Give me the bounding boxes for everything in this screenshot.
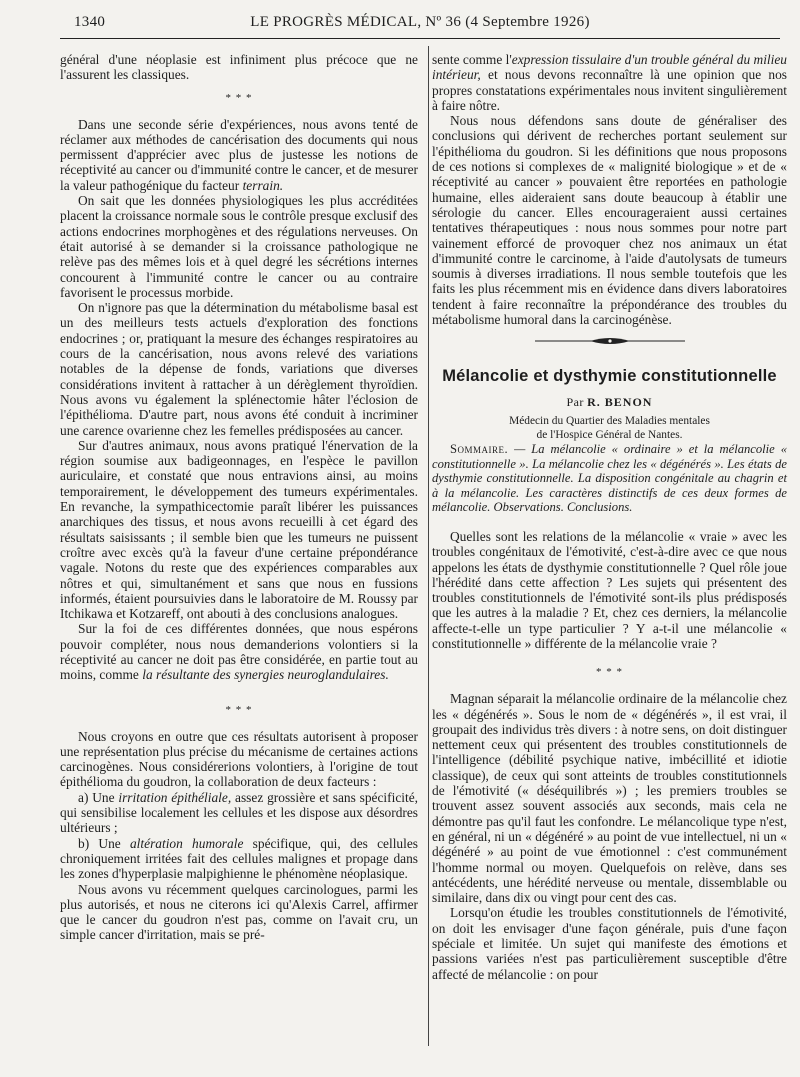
header-rule xyxy=(60,38,780,39)
paragraph xyxy=(60,621,418,682)
page-number: 1340 xyxy=(74,14,106,30)
item-marker: a) Une xyxy=(78,789,115,805)
running-header xyxy=(60,8,780,34)
ornament-divider xyxy=(432,327,787,361)
section-separator xyxy=(60,683,418,729)
paragraph xyxy=(432,52,787,113)
paragraph: On n'ignore pas que la détermination du métabolisme basal est un des meilleurs tests actuels d'exploration des fonctions endocrines ; or, pratiquant la mesure des échanges respiratoires au cours de la cancérisation, nous avons relevé des variations notables de la dépense de fonds, variations que diverses considérations invitent à rattacher à un dérèglement thyroïdien. Nous avons vu également la splénectomie hâter l'éclosion de l'épithélioma. D'autre part, nous avons été conduit à incriminer une carence ovarienne chez les femelles prédisposées au cancer. xyxy=(60,300,418,438)
running-title: LE PROGRÈS MÉDICAL, Nº 36 (4 Septembre 1926) xyxy=(250,14,590,30)
section-separator xyxy=(60,83,418,109)
paragraph: Nous croyons en outre que ces résultats autorisent à proposer une représentation plus précise du mécanisme de certaines actions carcinogènes. Nous considérerions volontiers, à l'origine de tout épithélioma du goudron, la collaboration de deux facteurs : xyxy=(60,728,418,790)
asterism: * * * xyxy=(225,91,253,104)
section-separator xyxy=(432,651,787,691)
paragraph: On sait que les données physiologiques les plus accréditées placent la croissance normale sous le contrôle presque exclusif des actions endocrines morphogènes et des régulations nerveuses. On était autorisé à se demander si la croissance pathologique ne relève pas des mêmes lois et à quel degré les sécrétions internes concourent à l'immunité contre le cancer ou au contraire favorisent le processus morbide. xyxy=(60,193,418,300)
byline-prefix: Par xyxy=(566,394,584,409)
summary-label: Sommaire. xyxy=(450,441,509,456)
article-title: Mélancolie et dysthymie constitutionnelle xyxy=(442,367,777,386)
article-summary xyxy=(432,442,787,515)
right-column xyxy=(432,52,787,982)
author-name: R. BENON xyxy=(587,394,653,409)
affiliation-line: de l'Hospice Général de Nantes. xyxy=(536,428,683,441)
ornament-rule-icon xyxy=(535,335,685,347)
item-text: assez grossière et sans spécificité, qui sensibilise localement les cellules et les dispose aux désordres ultérieurs ; xyxy=(60,789,418,836)
paragraph: général d'une néoplasie est infiniment plus précoce que ne l'assurent les classiques. xyxy=(60,52,418,83)
paragraph-text: et nous devons reconnaître là une opinion que nos propres constatations expérimentales nous invitent singulièrement à faire nôtre. xyxy=(432,67,787,113)
author-affiliation xyxy=(432,414,787,442)
list-item xyxy=(60,836,418,882)
paragraph-text: sente comme l' xyxy=(432,52,512,67)
emphasis: altération humorale xyxy=(129,835,244,851)
paragraph: Lorsqu'on étudie les troubles constitutionnels de l'émotivité, on doit les envisager d'une façon générale, puis d'une façon spéciale et limitée. Un sujet qui manifeste des émotions et passions variées n'est pas particulièrement susceptible d'être affecté de mélancolie : on pour xyxy=(432,905,787,982)
paragraph: Magnan séparait la mélancolie ordinaire de la mélancolie chez les « dégénérés ». Sous le nom de « dégénérés », il est vrai, il groupait des individus très divers : à notre sens, on doit distinguer nettement ceux qui présentent des troubles constitutionnels de l'intelligence (débilité psychique native, imbécillité et idiotie classique), de ceux qui sont atteints de troubles constitutionnels de l'émotivité (« déséquilibrés ») ; les premiers troubles se trouvent assez souvent associés aux seconds, mais cela ne démontre pas qu'il faut les confondre. Le mélancolique type n'est, en général, ni un « dégénéré » au point de vue intellectuel, ni un « dégénéré » au point de vue émotionnel : c'est communément l'homme normal ou moyen. Quelquefois on relève, dans ses antécédents, une hérédité nerveuse ou mentale, dissemblable ou similaire, dans dix ou vingt pour cent des cas. xyxy=(432,691,787,906)
emphasis: expression tissulaire d'un trouble général du milieu intérieur, xyxy=(432,52,787,83)
paragraph: Nous avons vu récemment quelques carcinologues, parmi les plus autorisés, et nous ne citerons ici qu'Alexis Carrel, affirmer que le cancer du goudron n'est pas, comme on l'avait cru, un simple cancer d'irritation, mais se pré- xyxy=(60,881,418,943)
emphasis: la résultante des synergies neuroglandulaires. xyxy=(142,667,389,683)
item-marker: b) Une xyxy=(78,835,121,851)
item-text: spécifique, qui, des cellules chroniquement irritées fait des cellules malignes et propage dans les zones d'hyperplasie malpighienne le phénomène néoplasique. xyxy=(60,835,418,882)
asterism: * * * xyxy=(225,703,253,716)
paragraph: Quelles sont les relations de la mélancolie « vraie » avec les troubles congénitaux de l'émotivité, c'est-à-dire avec ce que nous appelons les états de dysthymie constitutionnelle ? Quel rôle joue l'hérédité dans cette affection ? Les sujets qui présentent des troubles constitutionnels de l'émotivité sont-ils plus prédisposés que les autres à la maladie ? Et, chez ces derniers, la mélancolie affecte-t-elle un type particulier ? Y a-t-il une mélancolie « constitutionnelle » différente de la mélancolie vraie ? xyxy=(432,528,787,651)
byline xyxy=(432,395,787,410)
column-rule xyxy=(428,46,429,1046)
paragraph-text: Dans une seconde série d'expériences, nous avons tenté de réclamer aux méthodes de cancérisation des documents qui nous permissent d'apprécier avec plus de justesse les notions de réceptivité au cancer ou d'immunité contre le cancer, et de mesurer la valeur pathogénique du facteur xyxy=(60,116,418,193)
emphasis: irritation épithéliale, xyxy=(118,789,232,805)
left-column xyxy=(60,52,418,943)
paragraph xyxy=(60,117,418,193)
paragraph: Nous nous défendons sans doute de généraliser des conclusions qui dérivent de recherches portant seulement sur l'épithélioma du goudron. Si les définitions que nous proposons de ces notions si complexes de « malignité biologique » et de « réceptivité au cancer » pouvaient être reportées en pathologie humaine, elles aideraient sans doute beaucoup à établir une sérologie du cancer. Elles encourageraient aussi certaines tentatives thérapeutiques : nous nous sommes pour notre part vainement efforcé de provoquer chez nos animaux un état d'immunité contre le carcinome, à l'aide d'autolysats de tumeurs soumis à diverses irradiations. Il nous semble toutefois que les faits les plus récemment mis en évidence dans divers laboratoires tendent à faire reconnaître la prépondérance des troubles du métabolisme humoral dans la carcinogénèse. xyxy=(432,113,787,328)
summary-text: — La mélancolie « ordinaire » et la mélancolie « constitutionnelle ». La mélancolie chez les « dégénérés ». Les états de dysthymie constitutionnelle. La disposition congénitale au chagrin et à la mélancolie. Les caractères distinctifs de ces deux formes de mélancolie. Observations. Conclusions. xyxy=(432,441,787,515)
asterism: * * * xyxy=(596,666,623,679)
emphasis: terrain. xyxy=(242,177,284,193)
paragraph: Sur d'autres animaux, nous avons pratiqué l'énervation de la région soumise aux badigeonnages, en l'espèce le pavillon auriculaire, et constaté que nous entravions ainsi, au moins temporairement, le développement des tumeurs expérimentales. En revanche, la sympathicectomie paraît libérer les puissances anarchiques des tissus, et nous avons recueilli à cet égard des résultats saisissants ; il semble bien que les tumeurs ne puissent croître avec excès qu'à la faveur d'une certaine prépondérance vagale. Notons du reste que des expériences comparables aux nôtres et qui, simultanément et sans que nous en fussions informés, étaient poursuivies dans le laboratoire de M. Roussy par Itchikawa et Kotzareff, ont abouti à des conclusions analogues. xyxy=(60,437,418,622)
paragraph-text: Sur la foi de ces différentes données, que nous espérons pouvoir compléter, nous nous demanderions volontiers si la réceptivité au cancer ne doit pas être considérée, en partie tout au moins, comme xyxy=(60,621,418,683)
list-item xyxy=(60,790,418,836)
affiliation-line: Médecin du Quartier des Maladies mentales xyxy=(509,414,710,427)
